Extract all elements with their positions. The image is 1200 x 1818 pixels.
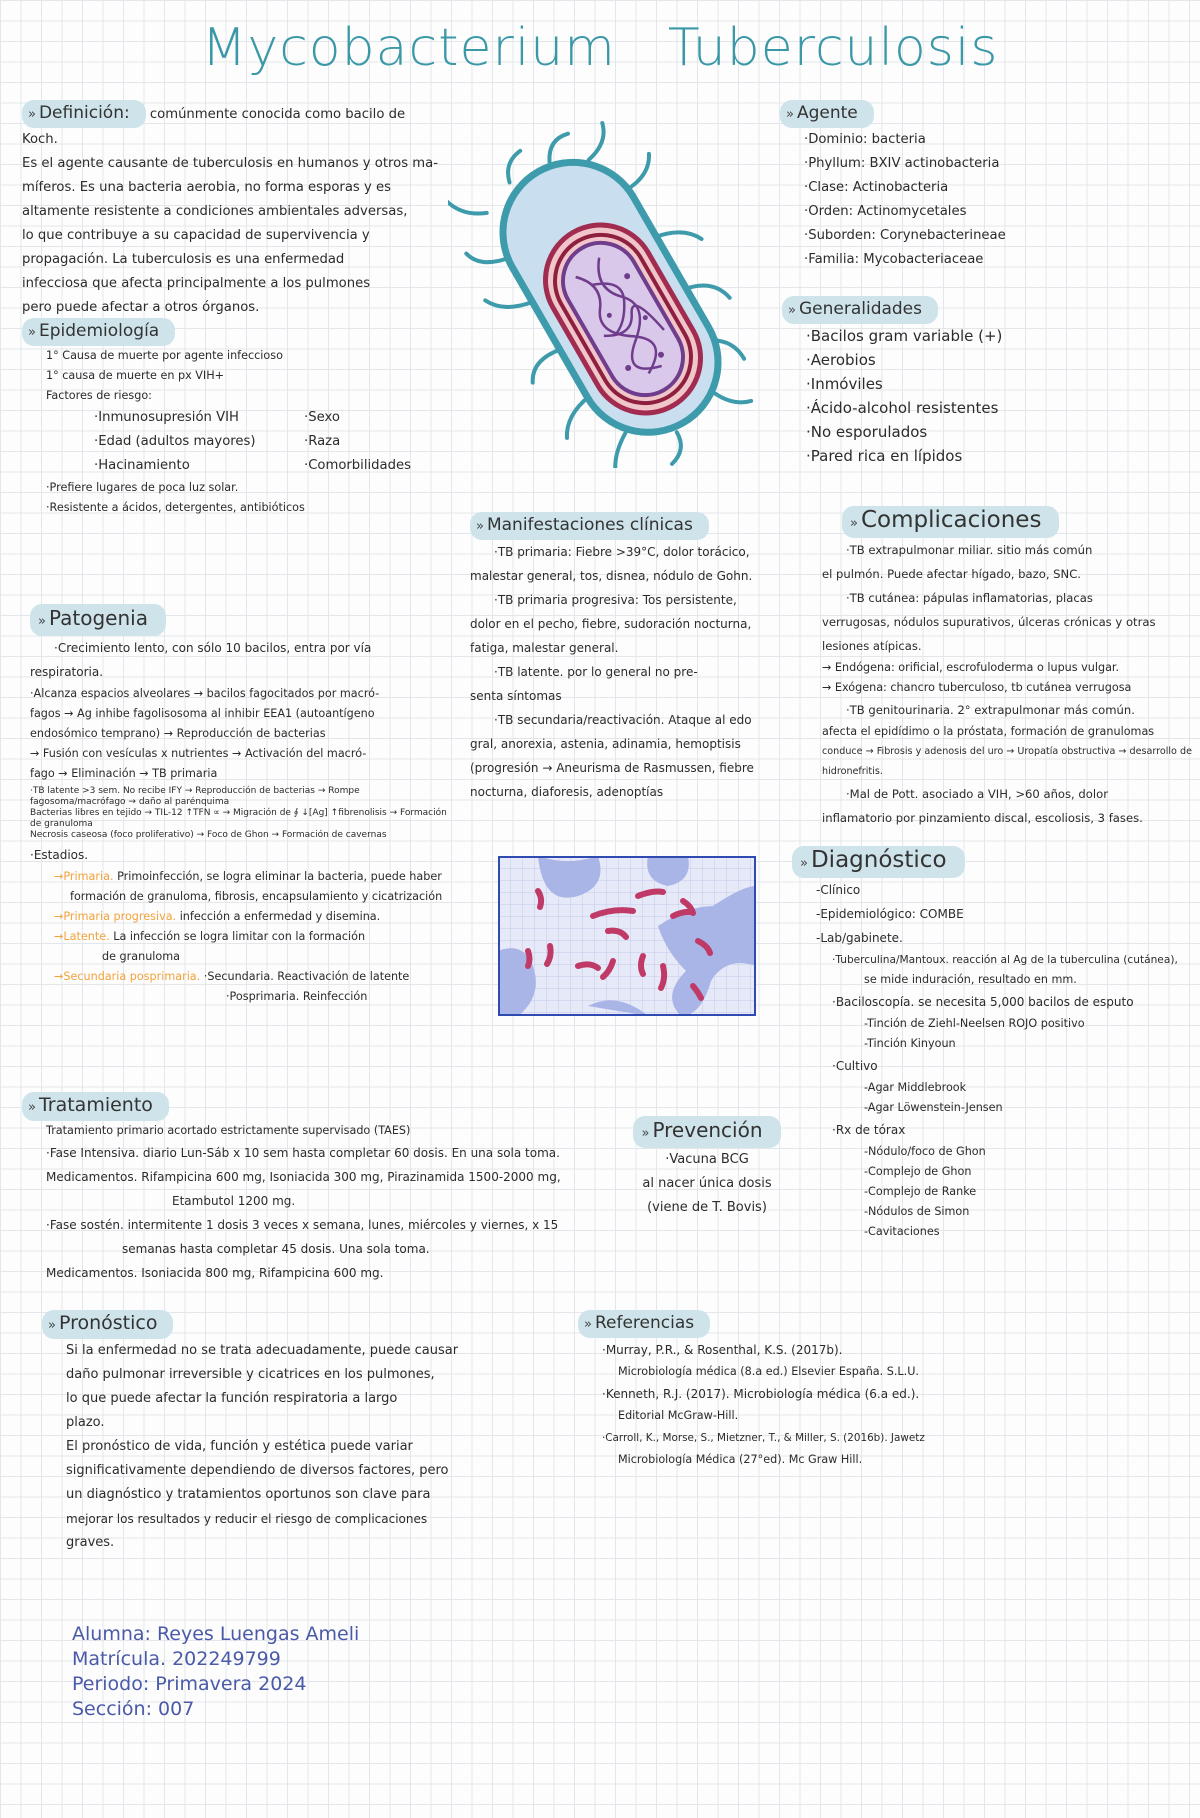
pronostico-line: un diagnóstico y tratamientos oportunos son clave para — [66, 1487, 431, 1502]
definicion-line: míferos. Es una bacteria aerobia, no forma esporas y es — [22, 180, 391, 195]
pronostico-line: lo que puede afectar la función respiratoria a largo — [66, 1391, 398, 1406]
prevencion-line: ·Vacuna BCG — [665, 1152, 749, 1167]
complicaciones-line: ·Mal de Pott. asociado a VIH, >60 años, dolor — [846, 787, 1108, 801]
complicaciones-line: ·TB cutánea: pápulas inflamatorias, placas — [846, 591, 1093, 605]
pathogenesis-flowchart — [30, 784, 450, 843]
prevencion-line: (viene de T. Bovis) — [647, 1200, 767, 1215]
diagnostico-line: -Cavitaciones — [864, 1225, 940, 1238]
estadio-name: →Secundaria posprimaria. — [54, 970, 201, 983]
diagnostico-line: -Complejo de Ghon — [864, 1165, 972, 1178]
estadio-name: →Latente. — [54, 930, 110, 943]
prevencion-heading: » Prevención — [633, 1116, 780, 1148]
agente-item: ·Phyllum: BXIV actinobacteria — [804, 156, 1000, 171]
tratamiento-line: ·Fase sostén. intermitente 1 dosis 3 veces x semana, lunes, miércoles y viernes, x 15 — [46, 1218, 559, 1232]
agente-item: ·Familia: Mycobacteriaceae — [804, 252, 984, 267]
patogenia-line: ·Alcanza espacios alveolares → bacilos fagocitados por macró- — [30, 687, 380, 700]
referencia-line: ·Carroll, K., Morse, S., Mietzner, T., & Miller, S. (2016b). Jawetz — [602, 1432, 925, 1444]
diagnostico-line: -Lab/gabinete. — [816, 931, 903, 945]
complicaciones-line: el pulmón. Puede afectar hígado, bazo, SNC. — [822, 567, 1081, 581]
risk-factor: ·Edad (adultos mayores) — [94, 434, 256, 449]
section-pronostico — [42, 1310, 482, 1555]
generalidades-item: ·Aerobios — [806, 351, 876, 369]
risk-factor: ·Comorbilidades — [304, 458, 411, 473]
microscopy-illustration — [498, 856, 756, 1016]
diagnostico-line: -Agar Middlebrook — [864, 1081, 967, 1094]
estadio-text: formación de granuloma, fibrosis, encapsulamiento y cicatrización — [70, 890, 443, 903]
double-chevron-icon: » — [584, 1317, 592, 1332]
risk-factor: ·Inmunosupresión VIH — [94, 410, 239, 425]
manifestaciones-line: dolor en el pecho, fiebre, sudoración nocturna, — [470, 617, 752, 631]
estadio-text: La infección se logra limitar con la formación — [113, 930, 366, 943]
estadio-text: ·Secundaria. Reactivación de latente — [203, 970, 410, 983]
definicion-line: lo que contribuye a su capacidad de supervivencia y — [22, 228, 370, 243]
section-agente — [780, 100, 1180, 272]
pronostico-line: significativamente dependiendo de diversos factores, pero — [66, 1463, 449, 1478]
patogenia-heading: » Patogenia — [30, 604, 166, 636]
section-generalidades — [782, 296, 1182, 468]
referencia-line: Microbiología médica (8.a ed.) Elsevier España. S.L.U. — [618, 1365, 919, 1378]
double-chevron-icon: » — [48, 1318, 56, 1333]
double-chevron-icon: » — [38, 614, 46, 629]
section-definicion — [22, 100, 442, 320]
section-patogenia — [30, 604, 450, 1007]
estadio-text: de granuloma — [102, 950, 180, 963]
definicion-line: infecciosa que afecta principalmente a los pulmones — [22, 276, 371, 291]
section-epidemiologia — [22, 318, 442, 518]
manifestaciones-heading: » Manifestaciones clínicas — [470, 512, 709, 540]
diagnostico-line: ·Baciloscopía. se necesita 5,000 bacilos de esputo — [832, 995, 1134, 1009]
diagnostico-line: -Nódulo/foco de Ghon — [864, 1145, 986, 1158]
generalidades-item: ·Pared rica en lípidos — [806, 447, 963, 465]
estadios-label: ·Estadios. — [30, 848, 89, 862]
signature-line: Alumna: Reyes Luengas Ameli — [72, 1623, 360, 1645]
complicaciones-line: conduce → Fibrosis y adenosis del uro → Uropatía obstructiva → desarrollo de hidronefritis. — [822, 746, 1192, 777]
signature-line: Matrícula. 202249799 — [72, 1648, 281, 1670]
definicion-line: comúnmente conocida como bacilo de Koch. — [22, 107, 406, 147]
diagnostico-heading: » Diagnóstico — [792, 846, 965, 878]
section-tratamiento — [22, 1092, 602, 1285]
patogenia-line: → Fusión con vesículas x nutrientes → Activación del macró- — [30, 747, 367, 760]
complicaciones-line: → Exógena: chancro tuberculoso, tb cutánea verrugosa — [822, 681, 1132, 694]
generalidades-item: ·Bacilos gram variable (+) — [806, 327, 1003, 345]
prevencion-line: al nacer única dosis — [642, 1176, 772, 1191]
section-manifestaciones — [470, 512, 780, 804]
double-chevron-icon: » — [800, 856, 808, 871]
signature-line: Sección: 007 — [72, 1698, 195, 1720]
definicion-line: pero puede afectar a otros órganos. — [22, 300, 260, 315]
complicaciones-line: verrugosas, nódulos supurativos, úlceras crónicas y otras — [822, 615, 1156, 629]
epidemiologia-line: 1° causa de muerte en px VIH+ — [46, 369, 224, 382]
diagnostico-line: ·Rx de tórax — [832, 1123, 906, 1137]
diagnostico-line: -Tinción de Ziehl-Neelsen ROJO positivo — [864, 1017, 1085, 1030]
complicaciones-line: lesiones atípicas. — [822, 639, 922, 653]
generalidades-heading: » Generalidades — [782, 296, 938, 324]
referencia-line: ·Kenneth, R.J. (2017). Microbiología médica (6.a ed.). — [602, 1387, 920, 1401]
double-chevron-icon: » — [28, 325, 36, 340]
complicaciones-line: afecta el epidídimo o la próstata, formación de granulomas — [822, 725, 1155, 738]
epidemiologia-tail: ·Resistente a ácidos, detergentes, antibióticos — [46, 501, 305, 514]
manifestaciones-line: malestar general, tos, disnea, nódulo de Gohn. — [470, 569, 753, 583]
diagnostico-line: -Clínico — [816, 883, 861, 897]
agente-item: ·Suborden: Corynebacterineae — [804, 228, 1006, 243]
complicaciones-line: → Endógena: orificial, escrofuloderma o lupus vulgar. — [822, 661, 1120, 674]
risk-factor-columns — [22, 406, 442, 478]
tratamiento-line: ·Fase Intensiva. diario Lun-Sáb x 10 sem hasta completar 60 dosis. En una sola toma. — [46, 1146, 560, 1160]
bacterium-illustration — [448, 118, 768, 468]
double-chevron-icon: » — [28, 1100, 36, 1115]
diagnostico-line: -Tinción Kinyoun — [864, 1037, 956, 1050]
generalidades-item: ·No esporulados — [806, 423, 928, 441]
patogenia-line: ·Crecimiento lento, con sólo 10 bacilos, entra por vía — [54, 641, 372, 655]
diagnostico-line: ·Tuberculina/Mantoux. reacción al Ag de la tuberculina (cutánea), — [832, 954, 1178, 966]
patogenia-line: endosómico temprano) → Reproducción de bacterias — [30, 727, 326, 740]
definicion-line: altamente resistente a condiciones ambientales adversas, — [22, 204, 408, 219]
diagnostico-line: -Nódulos de Simon — [864, 1205, 970, 1218]
generalidades-item: ·Ácido-alcohol resistentes — [806, 399, 999, 417]
bacterium-body — [448, 118, 768, 468]
tratamiento-heading: » Tratamiento — [22, 1092, 169, 1121]
estadio-text: infección a enfermedad y disemina. — [179, 910, 381, 923]
risk-factor: ·Sexo — [304, 410, 340, 425]
manifestaciones-line: ·TB primaria: Fiebre >39°C, dolor torácico, — [494, 545, 750, 559]
agente-item: ·Clase: Actinobacteria — [804, 180, 949, 195]
flow-line: Bacterias libres en tejido → TIL-12 ↑TFN ∝ → Migración de ∮ ↓[Ag] ↑fibrenolisis → Formación de granuloma — [30, 808, 447, 829]
agente-item: ·Dominio: bacteria — [804, 132, 926, 147]
manifestaciones-line: senta síntomas — [470, 689, 562, 703]
risk-factor: ·Hacinamiento — [94, 458, 190, 473]
diagnostico-line: -Epidemiológico: COMBE — [816, 907, 964, 921]
manifestaciones-line: ·TB secundaria/reactivación. Ataque al edo — [494, 713, 752, 727]
referencia-line: Microbiología Médica (27°ed). Mc Graw Hill. — [618, 1453, 863, 1466]
agente-item: ·Orden: Actinomycetales — [804, 204, 967, 219]
patogenia-line: fagos → Ag inhibe fagolisosoma al inhibir EEA1 (autoantígeno — [30, 707, 375, 720]
manifestaciones-line: (progresión → Aneurisma de Rasmussen, fiebre — [470, 761, 754, 775]
student-signature — [72, 1622, 472, 1722]
section-complicaciones — [822, 506, 1192, 830]
patogenia-line: respiratoria. — [30, 665, 104, 679]
pronostico-heading: » Pronóstico — [42, 1310, 173, 1339]
section-diagnostico — [792, 846, 1192, 1242]
page-title — [0, 18, 1200, 78]
tratamiento-line: Medicamentos. Rifampicina 600 mg, Isoniacida 300 mg, Pirazinamida 1500-2000 mg, — [46, 1170, 561, 1184]
pronostico-line: plazo. — [66, 1415, 105, 1430]
tratamiento-line: Etambutol 1200 mg. — [172, 1194, 296, 1208]
manifestaciones-line: ·TB primaria progresiva: Tos persistente, — [494, 593, 737, 607]
complicaciones-line: ·TB genitourinaria. 2° extrapulmonar más común. — [846, 703, 1135, 717]
flow-line: Necrosis caseosa (foco proliferativo) → Foco de Ghon → Formación de cavernas — [30, 830, 387, 840]
pronostico-line: Si la enfermedad no se trata adecuadamente, puede causar — [66, 1343, 459, 1358]
epidemiologia-line: Factores de riesgo: — [46, 389, 152, 402]
definicion-line: propagación. La tuberculosis es una enfermedad — [22, 252, 345, 267]
diagnostico-line: -Complejo de Ranke — [864, 1185, 977, 1198]
epidemiologia-line: 1° Causa de muerte por agente infeccioso — [46, 349, 283, 362]
tratamiento-line: Tratamiento primario acortado estrictamente supervisado (TAES) — [46, 1124, 411, 1137]
manifestaciones-line: gral, anorexia, astenia, adinamia, hemoptisis — [470, 737, 741, 751]
patogenia-line: fago → Eliminación → TB primaria — [30, 767, 218, 780]
manifestaciones-line: nocturna, diaforesis, adenoptías — [470, 785, 664, 799]
double-chevron-icon: » — [28, 107, 36, 122]
estadio-name: →Primaria progresiva. — [54, 910, 177, 923]
referencias-heading: » Referencias — [578, 1310, 710, 1338]
referencia-line: Editorial McGraw-Hill. — [618, 1409, 739, 1422]
diagnostico-line: ·Cultivo — [832, 1059, 878, 1073]
definicion-line: Es el agente causante de tuberculosis en humanos y otros ma- — [22, 156, 438, 171]
complicaciones-line: inflamatorio por pinzamiento discal, escoliosis, 3 fases. — [822, 811, 1143, 825]
agente-heading: » Agente — [780, 100, 874, 128]
risk-factor: ·Raza — [304, 434, 341, 449]
title-word-2: Tuberculosis — [667, 18, 999, 78]
title-word-1: Mycobacterium — [201, 18, 616, 78]
complicaciones-line: ·TB extrapulmonar miliar. sitio más común — [846, 543, 1093, 557]
definicion-heading: » Definición: — [22, 100, 146, 128]
manifestaciones-line: ·TB latente. por lo general no pre- — [494, 665, 698, 679]
diagnostico-line: se mide induración, resultado en mm. — [864, 973, 1077, 986]
estadio-text: ·Posprimaria. Reinfección — [226, 990, 368, 1003]
generalidades-item: ·Inmóviles — [806, 375, 883, 393]
double-chevron-icon: » — [788, 303, 796, 318]
section-prevencion — [622, 1116, 792, 1220]
manifestaciones-line: fatiga, malestar general. — [470, 641, 619, 655]
flow-line: ·TB latente >3 sem. No recibe IFY → Reproducción de bacterias → Rompe fagosoma/macrófago → daño al parénquima — [30, 786, 360, 807]
pronostico-line: daño pulmonar irreversible y cicatrices en los pulmones, — [66, 1367, 435, 1382]
estadio-text: Primoinfección, se logra eliminar la bacteria, puede haber — [117, 870, 442, 883]
pronostico-line: El pronóstico de vida, función y estética puede variar — [66, 1439, 413, 1454]
referencia-line: ·Murray, P.R., & Rosenthal, K.S. (2017b). — [602, 1343, 843, 1357]
epidemiologia-tail: ·Prefiere lugares de poca luz solar. — [46, 481, 239, 494]
estadio-name: →Primaria. — [54, 870, 114, 883]
double-chevron-icon: » — [850, 516, 858, 531]
double-chevron-icon: » — [786, 107, 794, 122]
pronostico-line: graves. — [66, 1535, 115, 1550]
section-referencias — [578, 1310, 958, 1470]
tratamiento-line: Medicamentos. Isoniacida 800 mg, Rifampicina 600 mg. — [46, 1266, 384, 1280]
epidemiologia-heading: » Epidemiología — [22, 318, 175, 346]
double-chevron-icon: » — [641, 1126, 650, 1141]
double-chevron-icon: » — [476, 519, 484, 534]
complicaciones-heading: » Complicaciones — [842, 506, 1059, 538]
pronostico-line: mejorar los resultados y reducir el riesgo de complicaciones — [66, 1512, 428, 1526]
signature-line: Periodo: Primavera 2024 — [72, 1673, 307, 1695]
diagnostico-line: -Agar Löwenstein-Jensen — [864, 1101, 1003, 1114]
tratamiento-line: semanas hasta completar 45 dosis. Una sola toma. — [122, 1242, 430, 1256]
